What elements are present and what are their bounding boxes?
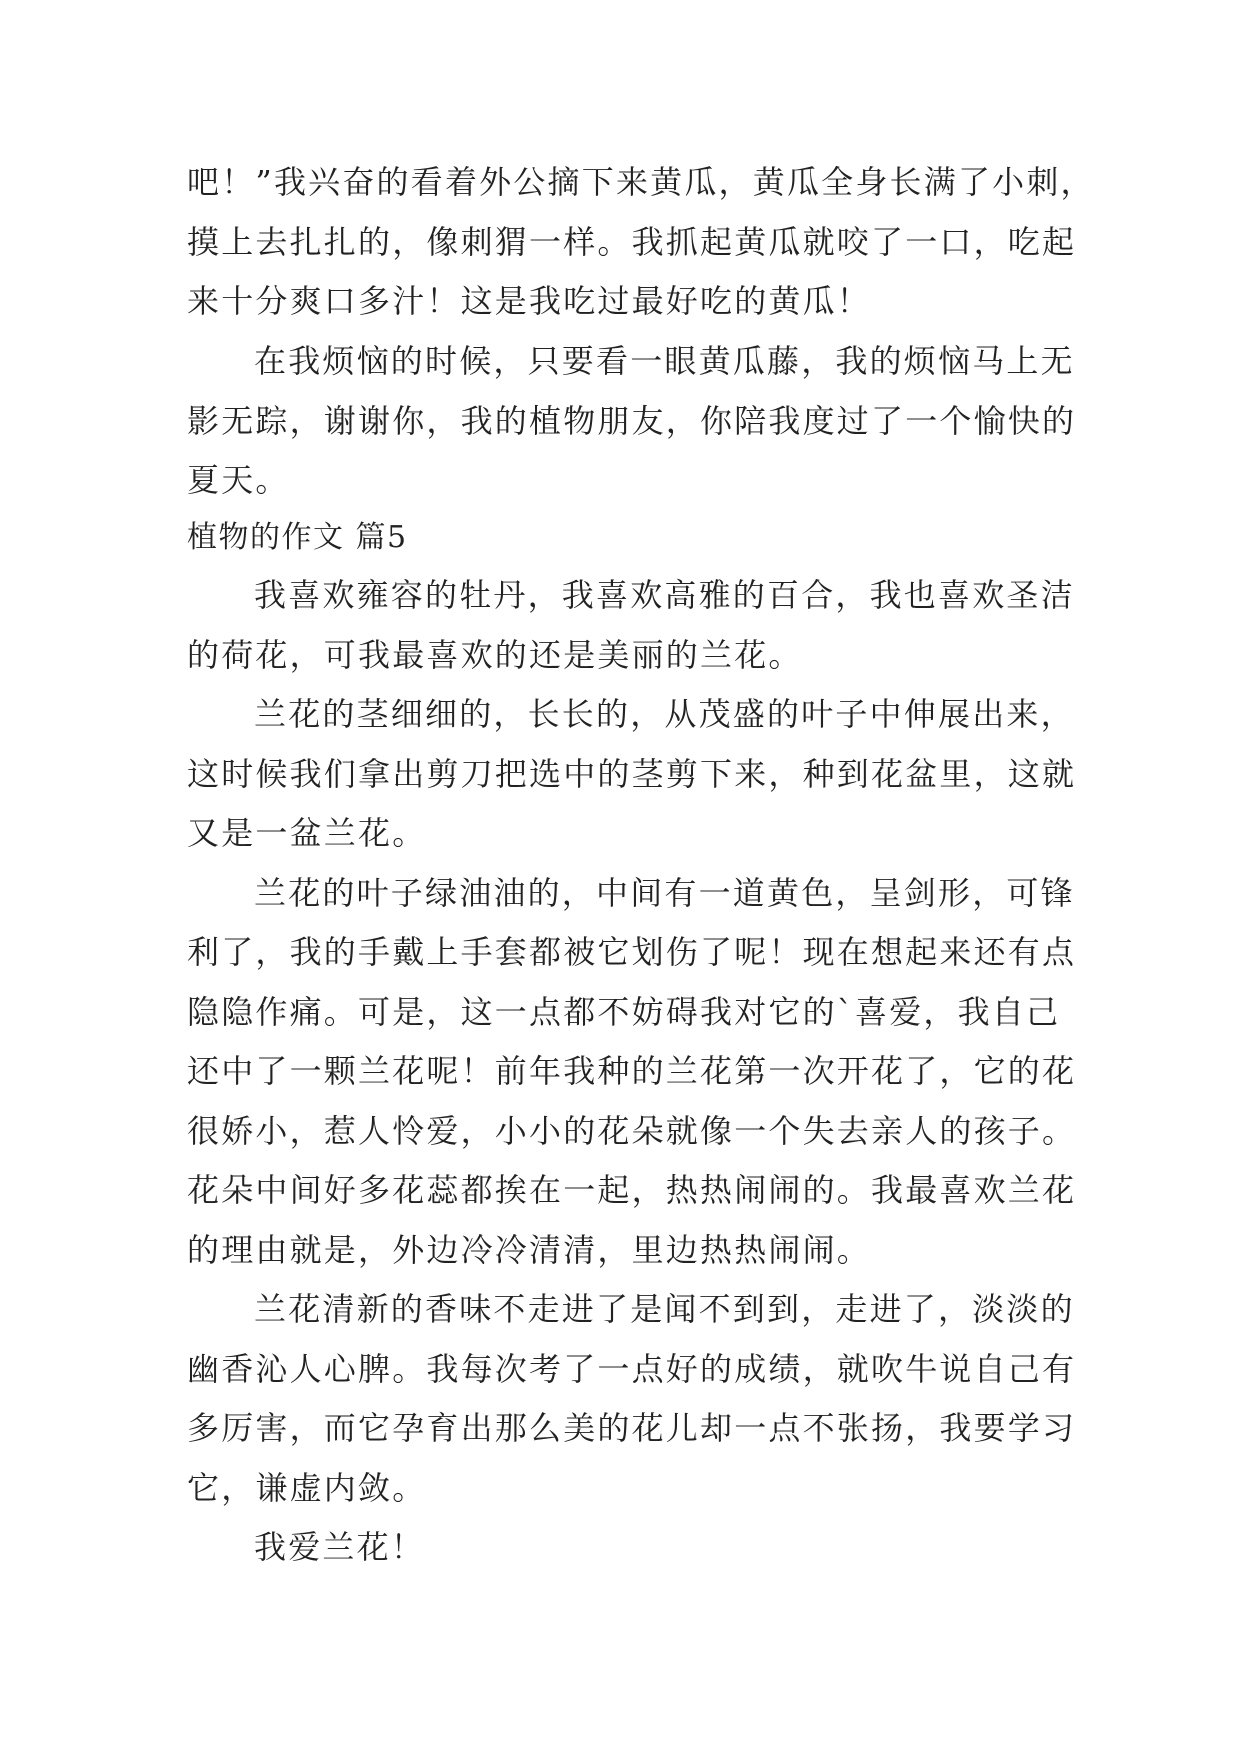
paragraph-first-line: 兰花的叶子绿油油的，中间有一道黄色，呈剑形，可锋 [254,874,1075,912]
text-line: 还中了一颗兰花呢！前年我种的兰花第一次开花了，它的花 [187,1052,1077,1090]
text-line: 很娇小，惹人怜爱，小小的花朵就像一个失去亲人的孩子。 [187,1112,1077,1150]
paragraph-first-line: 我爱兰花！ [254,1528,426,1566]
text-line: 影无踪，谢谢你，我的植物朋友，你陪我度过了一个愉快的 [187,402,1077,440]
text-line: 摸上去扎扎的，像刺猬一样。我抓起黄瓜就咬了一口，吃起 [187,223,1077,261]
text-line: 吧！”我兴奋的看着外公摘下来黄瓜，黄瓜全身长满了小刺， [187,163,1095,201]
paragraph-first-line: 兰花的茎细细的，长长的，从茂盛的叶子中伸展出来， [254,695,1075,733]
text-line: 隐隐作痛。可是，这一点都不妨碍我对它的`喜爱，我自己 [187,993,1061,1031]
text-line: 幽香沁人心脾。我每次考了一点好的成绩，就吹牛说自己有 [187,1350,1077,1388]
text-line: 又是一盆兰花。 [187,814,427,852]
text-line: 花朵中间好多花蕊都挨在一起，热热闹闹的。我最喜欢兰花 [187,1171,1077,1209]
text-line: 它，谦虚内敛。 [187,1469,427,1507]
text-line: 多厉害，而它孕育出那么美的花儿却一点不张扬，我要学习 [187,1409,1077,1447]
paragraph-first-line: 在我烦恼的时候，只要看一眼黄瓜藤，我的烦恼马上无 [254,342,1075,380]
text-line: 来十分爽口多汁！这是我吃过最好吃的黄瓜！ [187,282,872,320]
paragraph-first-line: 我喜欢雍容的牡丹，我喜欢高雅的百合，我也喜欢圣洁 [254,576,1075,614]
section-heading: 植物的作文 篇5 [187,520,408,555]
text-line: 的理由就是，外边冷冷清清，里边热热闹闹。 [187,1231,872,1269]
text-line: 利了，我的手戴上手套都被它划伤了呢！现在想起来还有点 [187,933,1077,971]
paragraph-first-line: 兰花清新的香味不走进了是闻不到到，走进了，淡淡的 [254,1290,1075,1328]
text-line: 夏天。 [187,461,290,499]
text-line: 的荷花，可我最喜欢的还是美丽的兰花。 [187,636,803,674]
text-line: 这时候我们拿出剪刀把选中的茎剪下来，种到花盆里，这就 [187,755,1077,793]
